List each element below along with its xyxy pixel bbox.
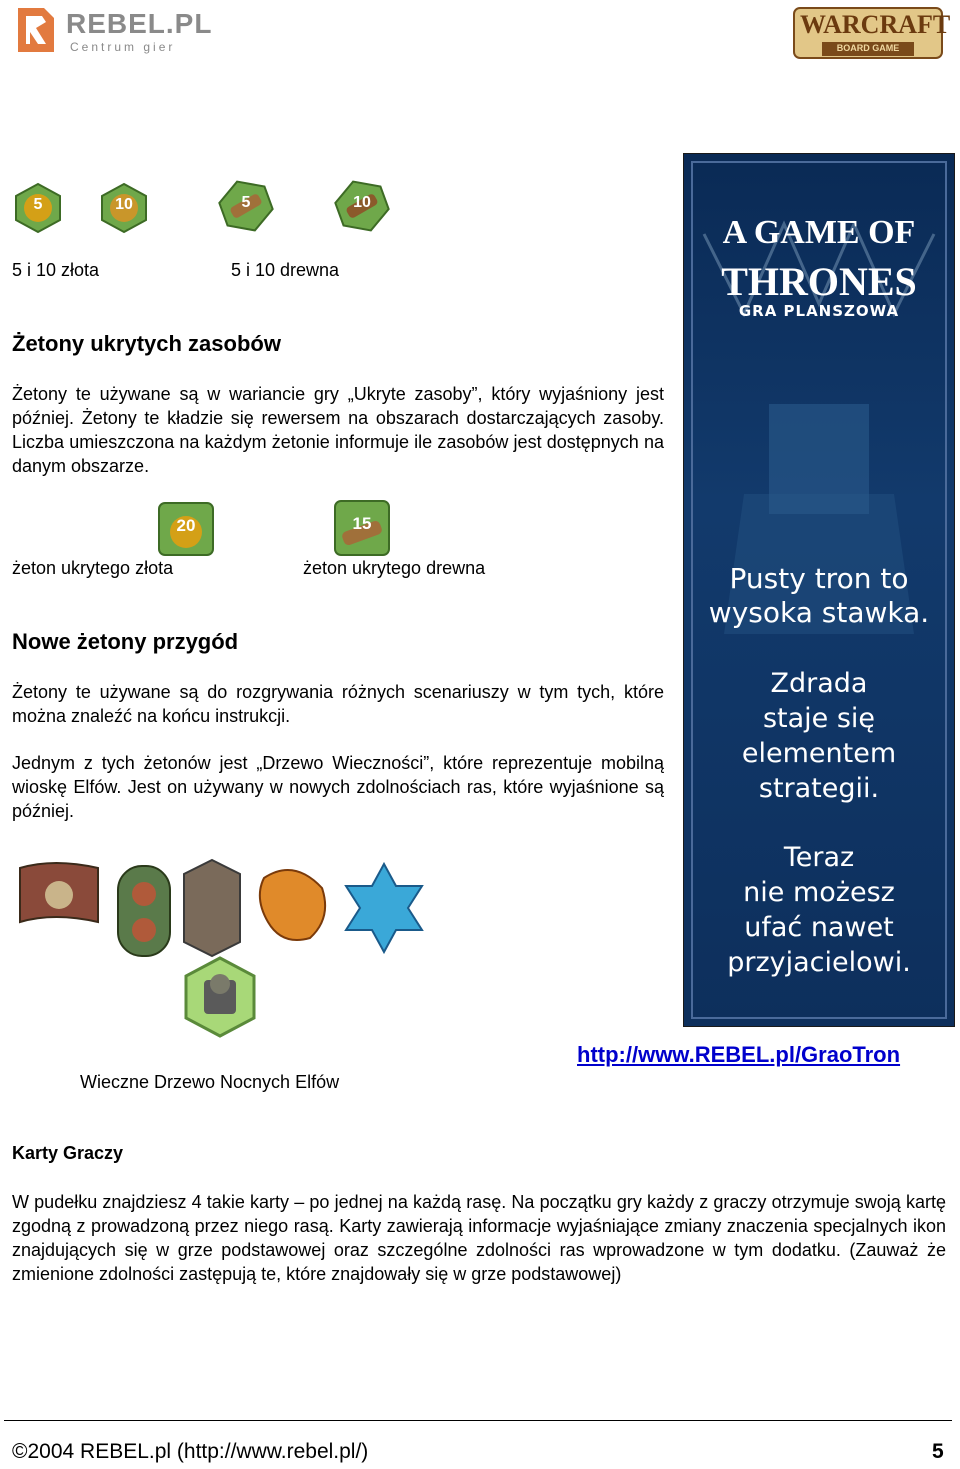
game-of-thrones-link[interactable]: http://www.REBEL.pl/GraoTron: [577, 1042, 901, 1067]
banner-text3-line2: nie możesz: [743, 877, 895, 908]
hidden-gold-token: [158, 502, 214, 556]
banner-text3-line1: Teraz: [783, 842, 855, 873]
hidden-gold-caption: żeton ukrytego złota: [12, 558, 174, 578]
banner-text2-line4: strategii.: [758, 773, 880, 804]
hidden-wood-caption: żeton ukrytego drewna: [303, 558, 486, 578]
rebel-logo-sub: Centrum gier: [70, 40, 176, 54]
wood-token-10-value: 10: [353, 194, 371, 211]
wood-token-10: [334, 178, 390, 234]
banner-title-line1: A GAME OF: [722, 214, 916, 251]
gold-token-5-value: 5: [33, 196, 43, 213]
wood-tokens-caption: 5 i 10 drewna: [231, 260, 340, 280]
game-of-thrones-banner[interactable]: [683, 153, 955, 1027]
adventure-tokens-para1: Żetony te używane są do rozgrywania różnych scenariuszy w tym tych, które można znaleźć na końcu instrukcji.: [12, 682, 664, 726]
warcraft-logo-sub: BOARD GAME: [836, 43, 900, 53]
banner-text2-line3: elementem: [741, 738, 897, 769]
tree-caption: Wieczne Drzewo Nocnych Elfów: [80, 1072, 340, 1092]
warcraft-logo-name: WARCRAFT: [800, 10, 951, 39]
banner-text1-line2: wysoka stawka.: [708, 596, 930, 629]
banner-text2-line2: staje się: [762, 703, 876, 734]
banner-subtitle: GRA PLANSZOWA: [738, 302, 900, 320]
warcraft-logo: [792, 6, 951, 60]
hidden-wood-token: [334, 500, 390, 556]
rebel-logo-name: REBEL.PL: [66, 8, 213, 39]
hidden-resources-body: Żetony te używane są w wariancie gry „Ukryte zasoby”, który wyjaśniony jest później. Żetony te kładzie się rewersem na obszarach dostarczających zasoby. Liczba umieszczona na każdym żetonie informuje ile zasobów jest dostępnych na danym obszarze.: [12, 384, 664, 476]
banner-text2-line1: Zdrada: [770, 668, 868, 699]
footer-copyright: ©2004 REBEL.pl (http://www.rebel.pl/): [12, 1440, 369, 1463]
gold-token-5: [12, 182, 64, 234]
banner-title-line2: THRONES: [721, 259, 917, 304]
hidden-wood-value: 15: [352, 514, 372, 533]
wood-token-5: [218, 178, 274, 234]
hidden-gold-value: 20: [176, 516, 196, 535]
gold-tokens-caption: 5 i 10 złota: [12, 260, 100, 280]
hidden-resources-title: Żetony ukrytych zasobów: [12, 331, 281, 356]
gold-token-10-value: 10: [115, 196, 133, 213]
footer-divider: [4, 1420, 952, 1421]
banner-text3-line3: ufać nawet: [744, 912, 894, 943]
adventure-tokens-icon: [14, 858, 434, 1048]
gold-token-10: [98, 182, 150, 234]
player-cards-title: Karty Graczy: [12, 1143, 124, 1163]
adventure-tokens-para2: Jednym z tych żetonów jest „Drzewo Wieczności”, które reprezentuje mobilną wioskę Elfów. Jest on używany w nowych zdolnościach ras, które wyjaśnione są później.: [12, 753, 664, 821]
footer-page-number: 5: [932, 1440, 944, 1463]
player-cards-body: W pudełku znajdziesz 4 takie karty – po jednej na każdą rasę. Na początku gry każdy z graczy otrzymuje swoją kartę zgodną z prowadzoną przez niego rasą. Karty zawierają informacje wyjaśniające zmiany znaczenia specjalnych ikon znajdujących się w grze podstawowej oraz szczególne zdolności ras wprowadzone w tym dodatku. (Zauważ że zmienione zdolności zastępują te, które znajdowały się w grze podstawowej): [12, 1192, 946, 1284]
rebel-logo[interactable]: [14, 4, 213, 56]
adventure-token-images: [14, 858, 434, 1048]
adventure-tokens-title: Nowe żetony przygód: [12, 629, 239, 654]
wood-token-5-value: 5: [241, 194, 251, 211]
banner-text1-line1: Pusty tron to: [729, 562, 909, 595]
banner-text3-line4: przyjacielowi.: [727, 947, 911, 978]
